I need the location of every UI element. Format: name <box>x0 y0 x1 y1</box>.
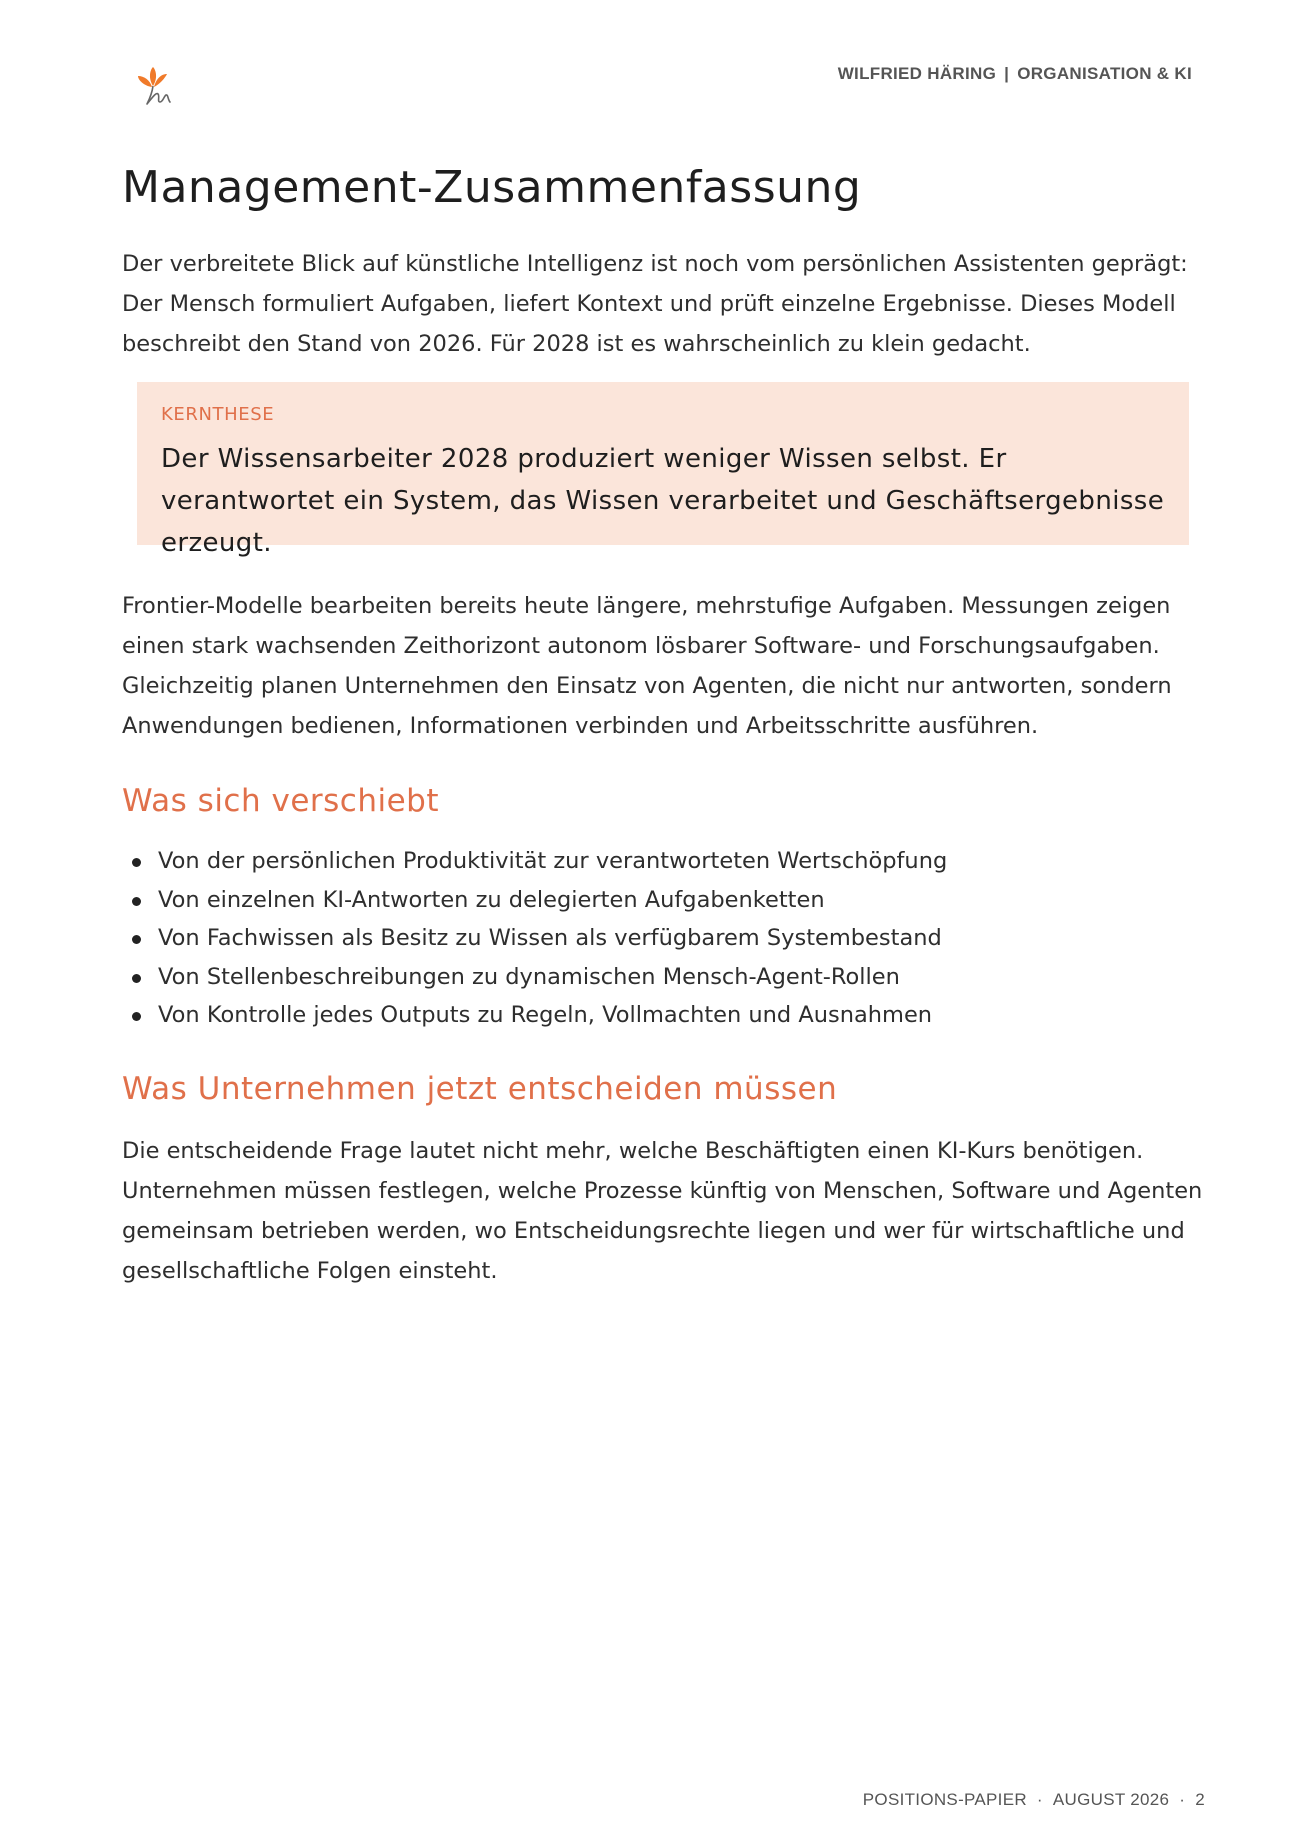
header-author: WILFRIED HÄRING <box>837 64 997 83</box>
bullet-icon <box>132 897 141 906</box>
body-paragraph: Frontier-Modelle bearbeiten bereits heute längere, mehrstufige Aufgaben. Messungen zeigen einen stark wachsenden Zeithorizont autonom lösbarer Software- und Forschungsaufgaben. Gleichzeitig planen Unternehmen den Einsatz von Agenten, die nicht nur antworten, sondern Anwendungen bedienen, Informationen verbinden und Arbeitsschritte ausführen. <box>122 593 1172 739</box>
callout-label: KERNTHESE <box>161 404 275 425</box>
bullet-icon <box>132 974 141 983</box>
shift-bullet-list <box>122 842 1212 1035</box>
bullet-icon <box>132 858 141 867</box>
bullet-icon <box>132 1012 141 1021</box>
section-heading-shift: Was sich verschiebt <box>122 783 440 819</box>
list-item <box>122 881 1212 920</box>
page-title: Management-Zusammenfassung <box>122 162 862 213</box>
list-item-text: Von Kontrolle jedes Outputs zu Regeln, Vollmachten und Ausnahmen <box>158 1002 933 1028</box>
intro-paragraph: Der verbreitete Blick auf künstliche Intelligenz ist noch vom persönlichen Assistenten geprägt: Der Mensch formuliert Aufgaben, liefert Kontext und prüft einzelne Ergebnisse. Dieses Modell beschreibt den Stand von 2026. Für 2028 ist es wahrscheinlich zu klein gedacht. <box>122 251 1188 357</box>
flower-logo-icon <box>132 64 184 112</box>
footer-date: AUGUST 2026 <box>1052 1790 1170 1809</box>
key-thesis-callout <box>137 382 1189 558</box>
list-item-text: Von Stellenbeschreibungen zu dynamischen Mensch-Agent-Rollen <box>158 963 900 990</box>
footer-separator: · <box>1036 1790 1043 1809</box>
footer-separator: · <box>1179 1790 1186 1809</box>
page-number: 2 <box>1195 1790 1205 1809</box>
decide-paragraph: Die entscheidende Frage lautet nicht mehr, welche Beschäftigten einen KI-Kurs benötigen. Unternehmen müssen festlegen, welche Prozesse künftig von Menschen, Software und Agenten gemeinsam betrieben werden, wo Entscheidungsrechte liegen und wer für wirtschaftliche und gesellschaftliche Folgen einsteht. <box>122 1138 1203 1284</box>
list-item-text: Von einzelnen KI-Antworten zu delegierten Aufgabenketten <box>158 886 825 913</box>
callout-text: Der Wissensarbeiter 2028 produziert weniger Wissen selbst. Er verantwortet ein System, das Wissen verarbeitet und Geschäftsergebnisse erzeugt. <box>161 444 1165 558</box>
list-item <box>122 842 1212 881</box>
header-meta <box>838 64 1192 84</box>
page-footer <box>863 1790 1205 1810</box>
footer-doc-type: POSITIONS-PAPIER <box>862 1790 1027 1809</box>
header-separator: | <box>1004 64 1010 83</box>
list-item <box>122 958 1212 997</box>
list-item-text: Von der persönlichen Produktivität zur verantworteten Wertschöpfung <box>158 848 948 874</box>
section-heading-decide: Was Unternehmen jetzt entscheiden müssen <box>122 1071 838 1107</box>
header-topic: ORGANISATION & KI <box>1017 64 1192 83</box>
list-item <box>122 919 1212 958</box>
list-item <box>122 996 1212 1035</box>
bullet-icon <box>132 935 141 944</box>
list-item-text: Von Fachwissen als Besitz zu Wissen als verfügbarem Systembestand <box>158 925 942 951</box>
